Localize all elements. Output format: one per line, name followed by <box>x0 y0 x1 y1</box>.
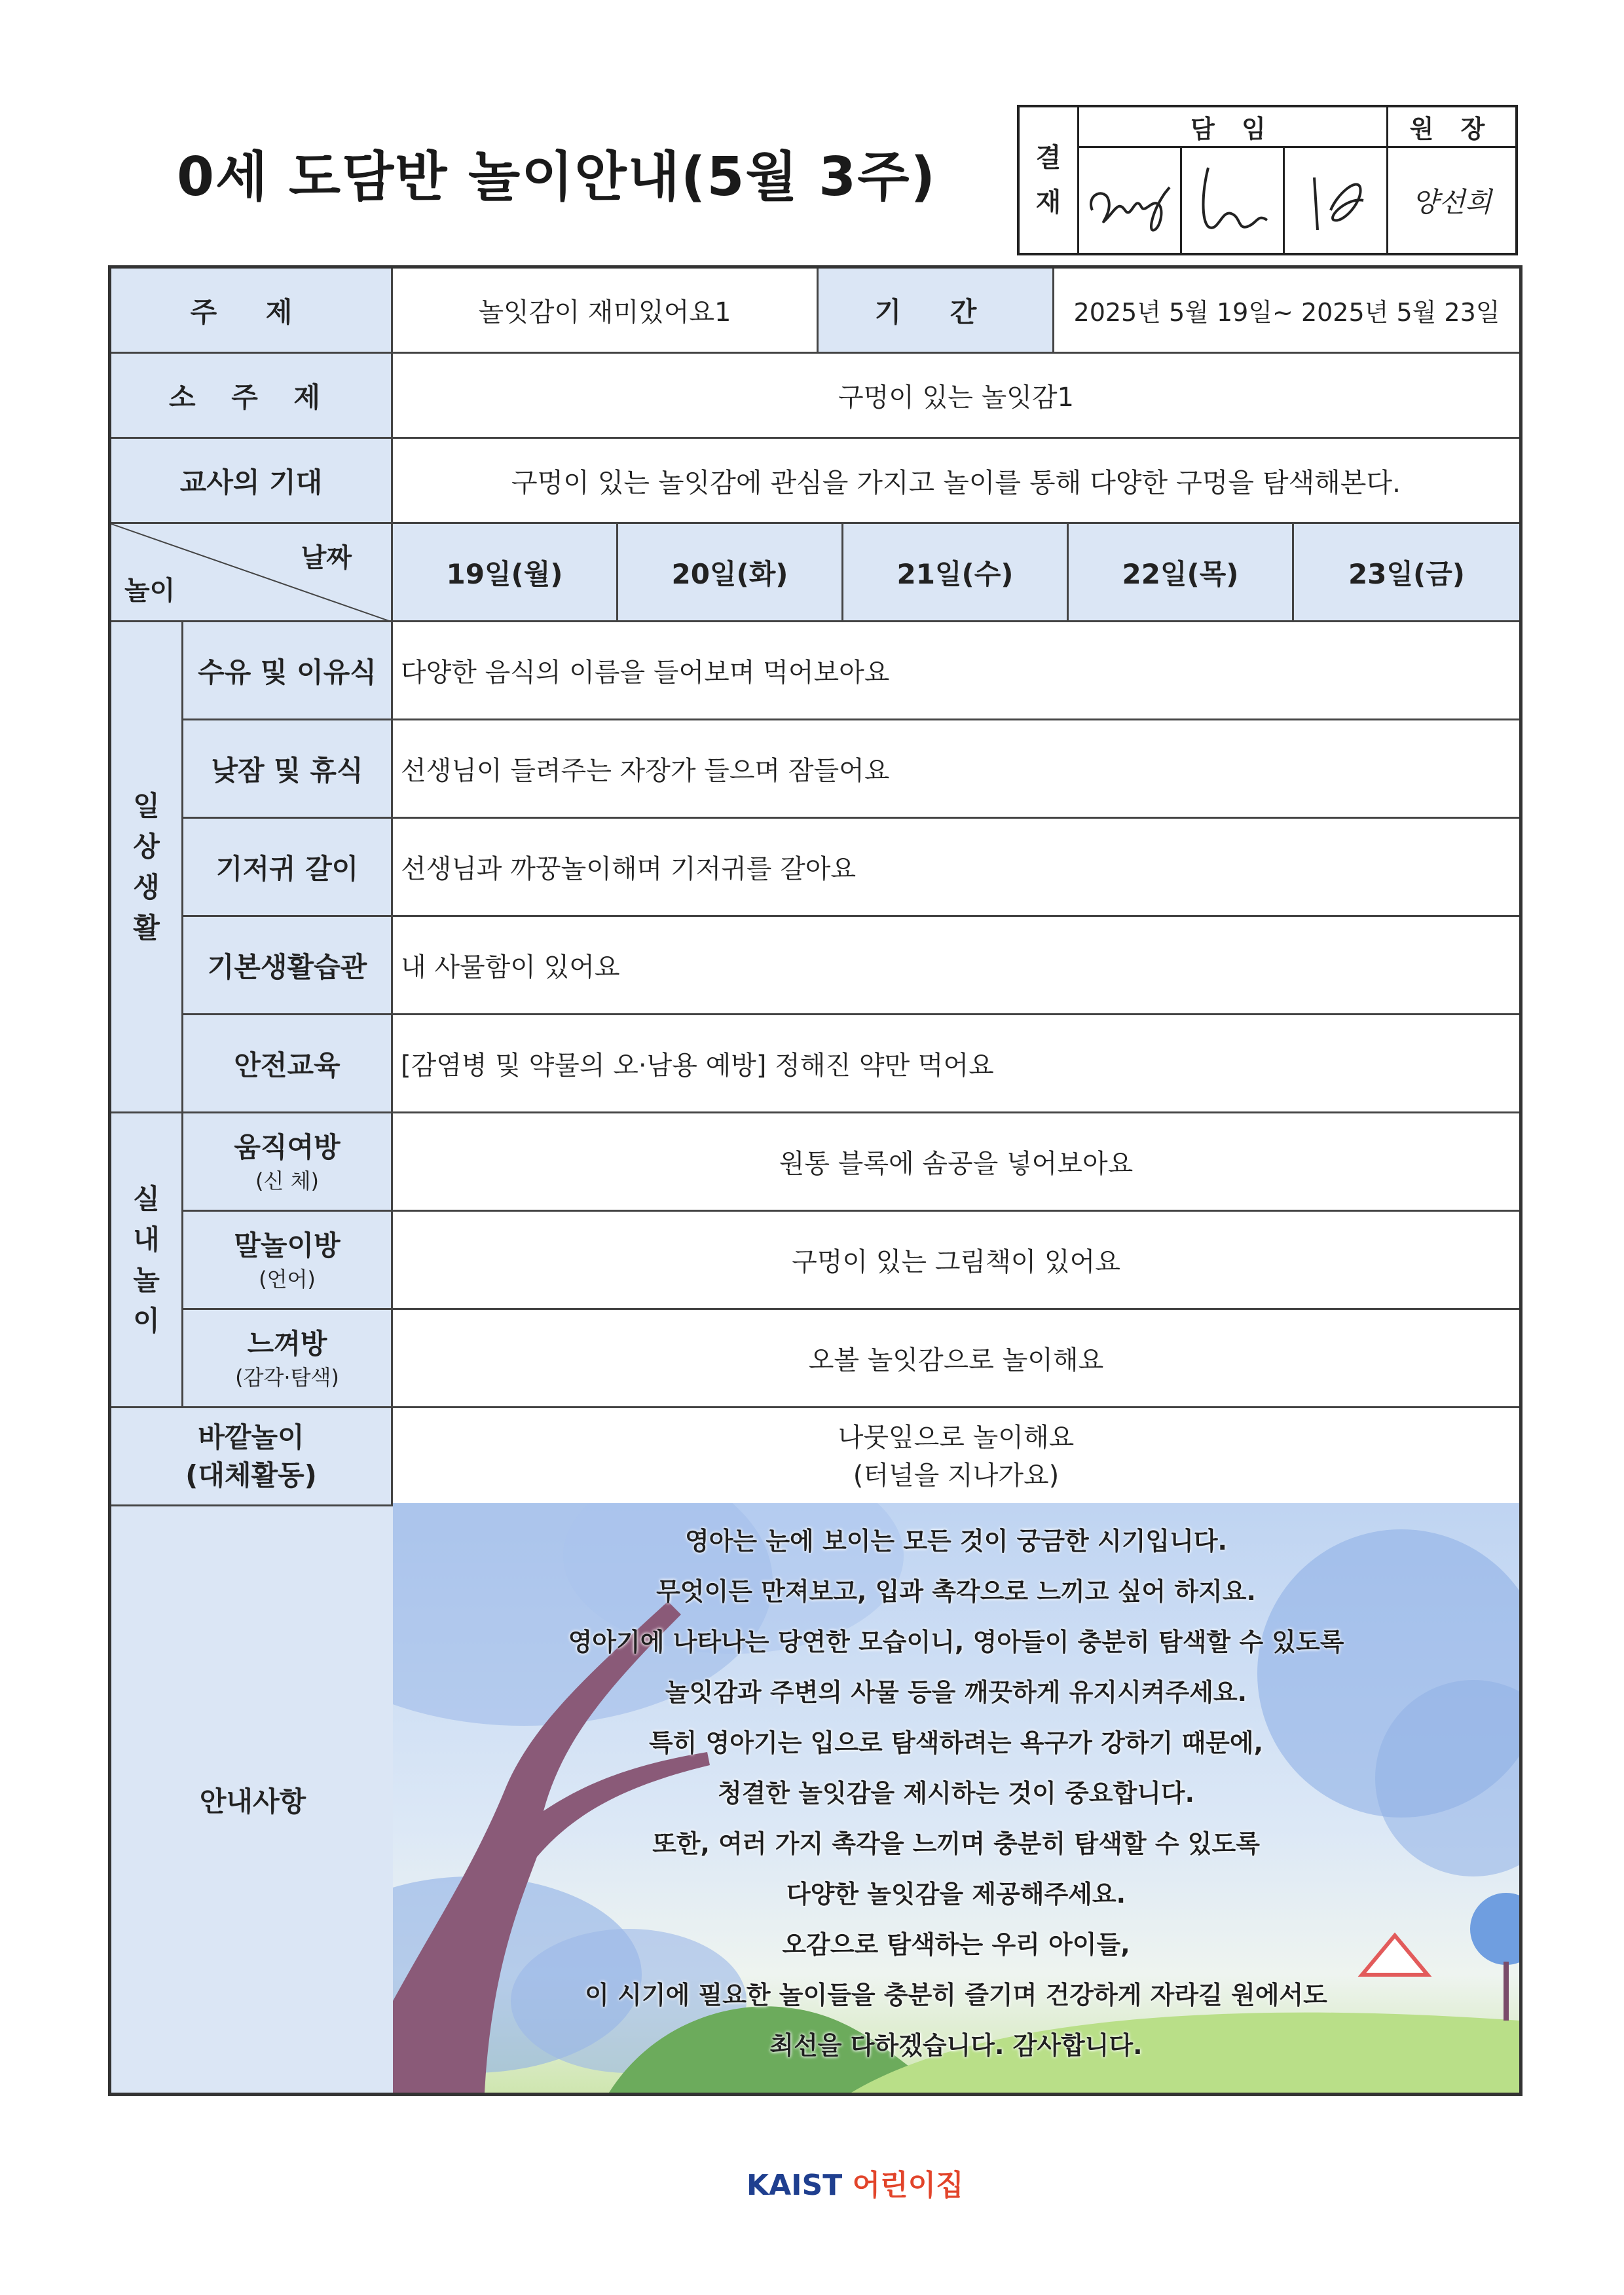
outdoor-label: 바깥놀이 (대체활동) <box>111 1408 393 1506</box>
habits-label: 기본생활습관 <box>183 917 393 1015</box>
safety-content: [감염병 및 약물의 오·남용 예방] 정해진 약만 먹어요 <box>393 1015 1519 1113</box>
approval-box <box>1017 105 1518 255</box>
nap-label: 낮잠 및 휴식 <box>183 720 393 819</box>
theme-label: 주 제 <box>111 269 393 354</box>
approval-label: 결 재 <box>1035 143 1061 217</box>
period-value: 2025년 5월 19일~ 2025년 5월 23일 <box>1054 269 1519 354</box>
language-room-content: 구멍이 있는 그림책이 있어요 <box>393 1212 1519 1310</box>
nap-content: 선생님이 들려주는 자장가 들으며 잠들어요 <box>393 720 1519 819</box>
page-title: 0세 도담반 놀이안내(5월 3주) <box>177 146 936 208</box>
signature-mark <box>1182 148 1285 256</box>
notice-line: 영아기에 나타나는 당연한 모습이니, 영아들이 충분히 탐색할 수 있도록 <box>568 1628 1344 1656</box>
homeroom-signature-2 <box>1180 148 1283 253</box>
date-play-corner <box>111 524 393 622</box>
notice-line: 청결한 놀잇감을 제시하는 것이 중요합니다. <box>717 1779 1195 1808</box>
homeroom-label: 담 임 <box>1077 107 1386 148</box>
kaist-daycare-logo: KAIST 어린이집 <box>747 2169 964 2202</box>
notice-line: 특히 영아기는 입으로 탐색하려는 욕구가 강하기 때문에, <box>648 1728 1264 1757</box>
day-friday: 23일(금) <box>1294 524 1519 622</box>
period-label: 기 간 <box>819 269 1054 354</box>
homeroom-signature-3 <box>1283 148 1386 253</box>
feeding-label: 수유 및 이유식 <box>183 622 393 720</box>
movement-room-label: 움직여방 (신 체) <box>183 1113 393 1212</box>
sensory-room-label: 느껴방 (감각·탐색) <box>183 1310 393 1408</box>
homeroom-signature-1 <box>1077 148 1180 253</box>
director-signature: 양선희 <box>1386 148 1515 253</box>
signature-mark <box>1079 148 1182 256</box>
notice-line: 최선을 다하겠습니다. 감사합니다. <box>769 2031 1143 2060</box>
theme-value: 놀잇감이 재미있어요1 <box>393 269 819 354</box>
notice-line: 다양한 놀잇감을 제공해주세요. <box>786 1880 1126 1909</box>
daily-life-group-label: 일 상 생 활 <box>111 622 183 1113</box>
notice-text <box>393 1516 1519 2071</box>
notice-line: 무엇이든 만져보고, 입과 촉각으로 느끼고 싶어 하지요. <box>656 1577 1256 1606</box>
corner-date-label: 날짜 <box>301 543 352 573</box>
notice-line: 이 시기에 필요한 놀이들을 충분히 즐기며 건강하게 자라길 원에서도 <box>585 1981 1327 2009</box>
day-wednesday: 21일(수) <box>843 524 1069 622</box>
notice-line: 또한, 여러 가지 촉각을 느끼며 충분히 탐색할 수 있도록 <box>652 1829 1260 1858</box>
feeding-content: 다양한 음식의 이름을 들어보며 먹어보아요 <box>393 622 1519 720</box>
notice-illustration <box>393 1503 1519 2093</box>
outdoor-content: 나뭇잎으로 놀이해요 (터널을 지나가요) <box>393 1408 1519 1506</box>
subtheme-value: 구멍이 있는 놀잇감1 <box>393 354 1519 439</box>
movement-room-content: 원통 블록에 솜공을 넣어보아요 <box>393 1113 1519 1212</box>
subtheme-label: 소 주 제 <box>111 354 393 439</box>
notice-line: 영아는 눈에 보이는 모든 것이 궁금한 시기입니다. <box>685 1527 1227 1556</box>
safety-label: 안전교육 <box>183 1015 393 1113</box>
expectation-value: 구멍이 있는 놀잇감에 관심을 가지고 놀이를 통해 다양한 구멍을 탐색해본다. <box>393 439 1519 524</box>
day-thursday: 22일(목) <box>1069 524 1294 622</box>
language-room-label: 말놀이방 (언어) <box>183 1212 393 1310</box>
day-monday: 19일(월) <box>393 524 618 622</box>
notice-label: 안내사항 <box>111 1506 396 2093</box>
expectation-label: 교사의 기대 <box>111 439 393 524</box>
sensory-room-content: 오볼 놀잇감으로 놀이해요 <box>393 1310 1519 1408</box>
habits-content: 내 사물함이 있어요 <box>393 917 1519 1015</box>
day-tuesday: 20일(화) <box>618 524 843 622</box>
notice-line: 놀잇감과 주변의 사물 등을 깨끗하게 유지시켜주세요. <box>665 1678 1247 1707</box>
indoor-play-group-label: 실 내 놀 이 <box>111 1113 183 1408</box>
diaper-label: 기저귀 갈이 <box>183 819 393 917</box>
director-label: 원 장 <box>1386 107 1515 148</box>
signature-mark <box>1285 148 1388 256</box>
diaper-content: 선생님과 까꿍놀이해며 기저귀를 갈아요 <box>393 819 1519 917</box>
notice-line: 오감으로 탐색하는 우리 아이들, <box>782 1930 1130 1959</box>
corner-play-label: 놀이 <box>124 576 175 606</box>
